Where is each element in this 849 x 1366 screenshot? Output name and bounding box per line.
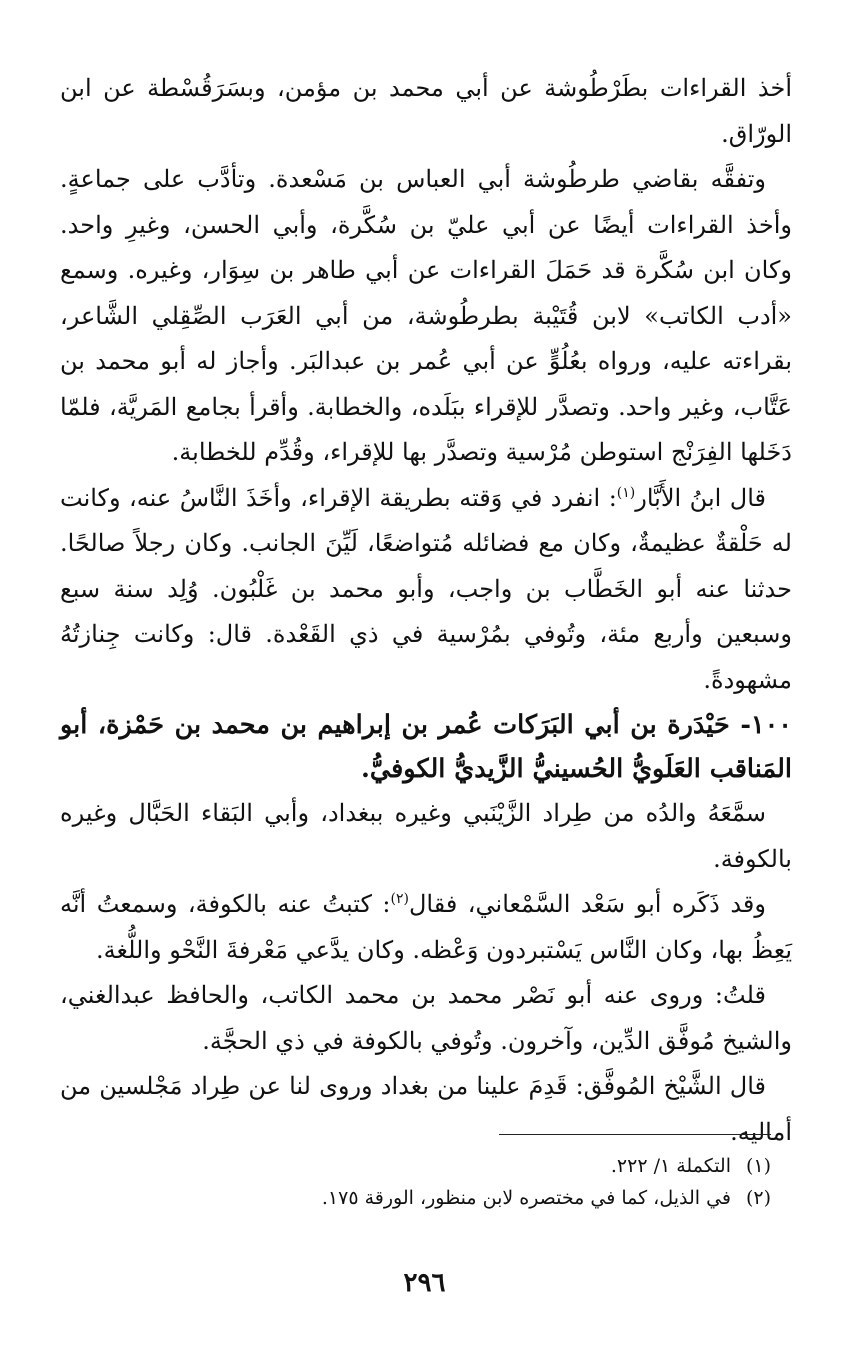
footnote-1-number: (١) bbox=[745, 1155, 771, 1177]
footnote-ref-1[interactable]: (١) bbox=[616, 484, 636, 501]
page-body bbox=[60, 66, 792, 1155]
paragraph-7: قال الشَّيْخ المُوفَّق: قَدِمَ علينا من بغداد وروى لنا عن طِراد مَجْلسين من أماليه. bbox=[60, 1072, 792, 1146]
paragraph-6: قلتُ: وروى عنه أبو نَصْر محمد بن محمد الكاتب، والحافظ عبدالغني، والشيخ مُوفَّق الدِّين، وآخرون. وتُوفي بالكوفة في ذي الحجَّة. bbox=[60, 981, 792, 1055]
footnote-1 bbox=[71, 1150, 771, 1182]
entry-heading-100: ١٠٠- حَيْدَرة بن أبي البَرَكات عُمر بن إبراهيم بن محمد بن حَمْزة، أبو المَناقب العَلَويُّ الحُسينيُّ الزَّيديُّ الكوفيُّ. bbox=[60, 710, 792, 784]
paragraph-1: أخذ القراءات بطَرْطُوشة عن أبي محمد بن مؤمن، وبسَرَقُسْطة عن ابن الورّاق. bbox=[60, 74, 792, 148]
footnote-2-number: (٢) bbox=[745, 1187, 771, 1209]
paragraph-5-text-end: : كتبتُ عنه بالكوفة، وسمعتُ أنَّه يَعِظُ بها، وكان النَّاس يَسْتبردون وَعْظه. وكان يدَّعي مَعْرفةَ النَّحْو واللُّغة. bbox=[60, 890, 792, 964]
footnote-1-text: التكملة ١/ ٢٢٢. bbox=[610, 1155, 731, 1177]
footnotes bbox=[71, 1150, 771, 1214]
paragraph-3-text-start: قال ابنُ الأَبَّار bbox=[635, 483, 766, 512]
paragraph-5-text-start: وقد ذَكَره أبو سَعْد السَّمْعاني، فقال bbox=[408, 890, 766, 918]
footnote-ref-2[interactable]: (٢) bbox=[390, 891, 409, 907]
footnote-separator bbox=[499, 1134, 771, 1135]
paragraph-3-text-end: : انفرد في وَقته بطريقة الإقراء، وأخَذَ النَّاسُ عنه، وكانت له حَلْقةٌ عظيمةٌ، وكان مع فضائله مُتواضعًا، لَيِّنَ الجانب. وكان رجلاً صالحًا. حدثنا عنه أبو الخَطَّاب بن واجب، وأبو محمد بن غَلْبُون. وُلِد سنة سبع وسبعين وأربع مئة، وتُوفي بمُرْسية في ذي القَعْدة. قال: وكانت جِنازتُهُ مشهودةً. bbox=[60, 483, 792, 694]
page-number: ٢٩٦ bbox=[403, 1268, 446, 1298]
paragraph-3 bbox=[60, 476, 792, 704]
paragraph-4: سمَّعَهُ والدُه من طِراد الزَّيْنَبي وغيره ببغداد، وأبي البَقاء الحَبَّال وغيره بالكوفة. bbox=[60, 799, 792, 873]
paragraph-2: وتفقَّه بقاضي طرطُوشة أبي العباس بن مَسْعدة. وتأدَّب على جماعةٍ. وأخذ القراءات أيضًا عن أبي عليّ بن سُكَّرة، وأبي الحسن، وغيرِ واحد. وكان ابن سُكَّرة قد حَمَلَ القراءات عن أبي طاهر بن سِوَار، وغيره. وسمع «أدب الكاتب» لابن قُتَيْبة بطرطُوشة، من أبي العَرَب الصِّقِلي الشَّاعر، بقراءته عليه، ورواه بعُلُوٍّ عن أبي عُمر بن عبدالبَر. وأجاز له أبو محمد بن عَتَّاب، وغير واحد. وتصدَّر للإقراء ببَلَده، والخطابة. وأقرأ بجامع المَريَّة، فلمّا دَخَلها الفِرَنْج استوطن مُرْسية وتصدَّر بها للإقراء، وقُدِّم للخطابة. bbox=[60, 165, 792, 466]
footnote-2-text: في الذيل، كما في مختصره لابن منظور، الورقة ١٧٥. bbox=[321, 1187, 731, 1209]
footnote-2 bbox=[71, 1182, 771, 1214]
paragraph-5 bbox=[60, 882, 792, 973]
